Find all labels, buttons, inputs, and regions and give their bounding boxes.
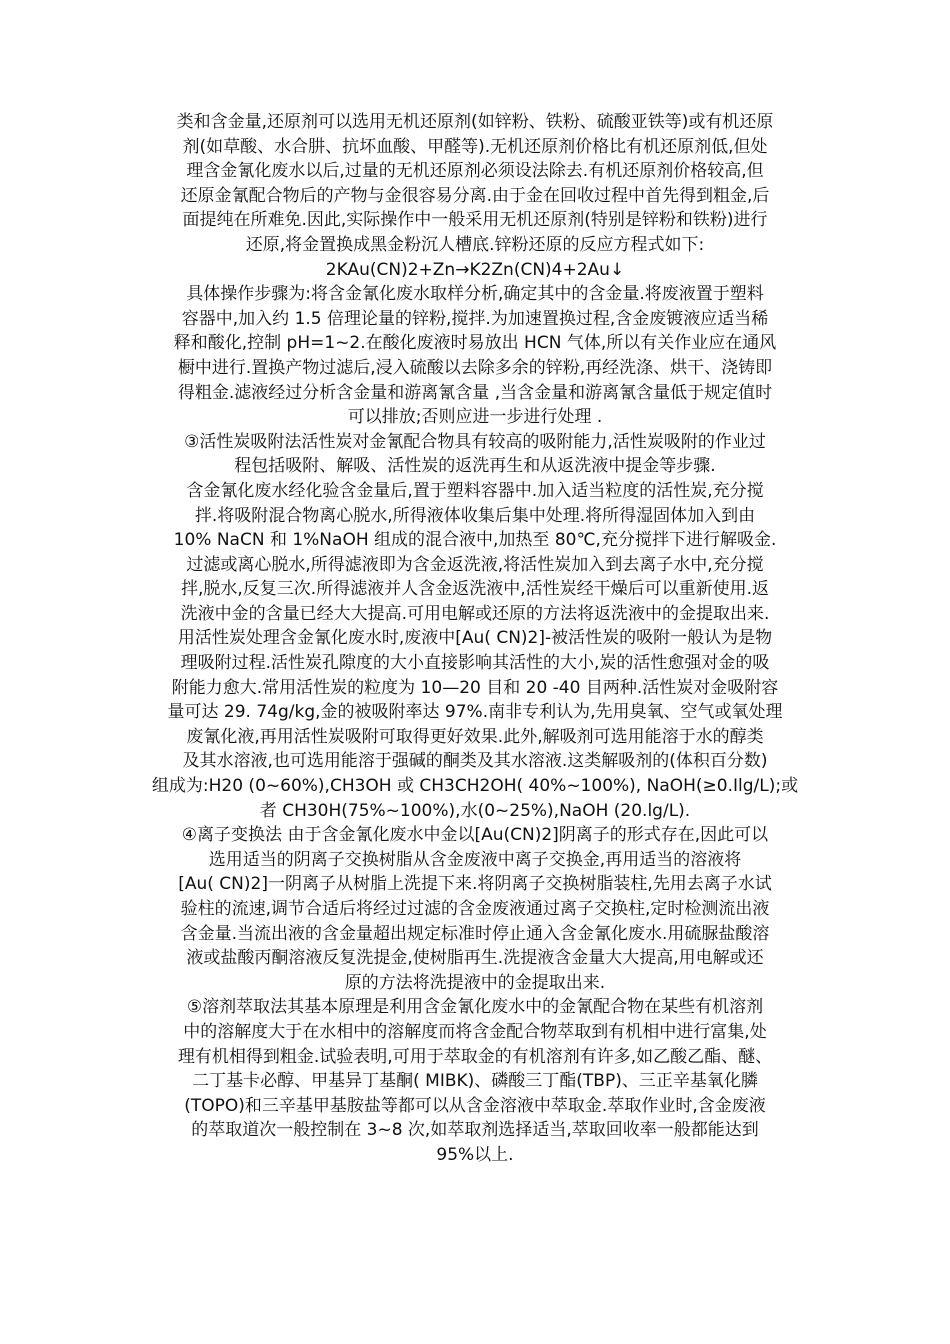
text-line: 程包括吸附、解吸、活性炭的返洗再生和从返洗液中提金等步骤.: [234, 456, 716, 477]
text-line: 得粗金.滤液经过分析含金量和游离氰含量 ,当含金量和游离氰含量低于规定值时: [177, 382, 773, 403]
section-heading-ion-exchange: ④离子变换法 由于含金氰化废水中金以[Au(CN)2]阴离子的形式存在,因此可以: [181, 825, 769, 846]
text-line: 用活性炭处理含金氰化废水时,废液中[Au( CN)2]-被活性炭的吸附一般认为是物: [177, 628, 773, 649]
text-line: 拌,脱水,反复三次.所得滤液并人含金返洗液中,活性炭经干燥后可以重新使用.返: [180, 579, 770, 600]
text-line: [Au( CN)2]一阴离子从树脂上洗提下来.将阴离子交换树脂装柱,先用去离子水试: [178, 874, 772, 895]
text-line: 橱中进行.置换产物过滤后,浸入硫酸以去除多余的锌粉,再经洗涤、烘干、浇铸即: [177, 357, 773, 378]
text-line: 具体操作步骤为:将含金氰化废水取样分析,确定其中的含金量.将废液置于塑料: [186, 284, 764, 305]
text-line: 验柱的流速,调节合适后将经过过滤的含金废液通过离子交换柱,定时检测流出液: [180, 899, 770, 919]
text-line: 二丁基卡必醇、甲基异丁基酮( MIBK)、磷酸三丁酯(TBP)、三正辛基氧化膦: [192, 1071, 758, 1092]
equation-line: 2KAu(CN)2+Zn→K2Zn(CN)4+2Au↓: [325, 259, 625, 280]
text-line: 还原,将金置换成黑金粉沉人槽底.锌粉还原的反应方程式如下:: [245, 234, 705, 255]
text-line: 原的方法将洗提液中的金提取出来.: [344, 972, 606, 993]
text-line: 可以排放;否则应进一步进行处理 .: [347, 407, 603, 428]
text-line: 中的溶解度大于在水相中的溶解度而将含金配合物萃取到有机相中进行富集,处: [183, 1021, 767, 1042]
text-line: 组成为:H20 (0~60%),CH3OH 或 CH3CH2OH( 40%~100%), NaOH(≥0.Ilg/L);或: [151, 776, 799, 797]
text-line: 容器中,加入约 1.5 倍理论量的锌粉,搅拌.为加速置换过程,含金废镀液应适当稀: [181, 308, 769, 329]
text-line: 理吸附过程.活性炭孔隙度的大小直接影响其活性的大小,炭的活性愈强对金的吸: [180, 653, 770, 674]
text-line: 10% NaCN 和 1%NaOH 组成的混合液中,加热至 80℃,充分搅拌下进行解吸金.: [173, 530, 777, 551]
text-line: 还原金氰配合物后的产物与金很容易分离.由于金在回收过程中首先得到粗金,后: [180, 185, 770, 206]
text-line: 理有机相得到粗金.试验表明,可用于萃取金的有机溶剂有许多,如乙酸乙酯、醚、: [177, 1046, 773, 1067]
text-line: 的萃取道次一般控制在 3~8 次,如萃取剂选择适当,萃取回收率一般都能达到: [191, 1120, 759, 1141]
text-line: 释和酸化,控制 pH=1~2.在酸化废液时易放出 HCN 气体,所以有关作业应在通风: [173, 333, 777, 354]
text-line: 液或盐酸丙酮溶液反复洗提金,使树脂再生.洗提液含金量大大提高,用电解或还: [186, 948, 764, 969]
text-line: 含金氰化废水经化验含金量后,置于塑料容器中.加入适当粒度的活性炭,充分搅: [186, 480, 764, 501]
section-heading-activated-carbon: ③活性炭吸附法活性炭对金氰配合物具有较高的吸附能力,活性炭吸附的作业过: [184, 431, 766, 452]
text-line: 拌.将吸附混合物离心脱水,所得液体收集后集中处理.将所得湿固体加入到由: [194, 505, 756, 526]
text-line: 含金量.当流出液的含金量超出规定标准时停止通入含金氰化废水.用硫脲盐酸溶: [180, 923, 770, 944]
text-line: 量可达 29. 74g/kg,金的被吸附率达 97%.南非专利认为,先用臭氧、空气或氧处理: [167, 702, 783, 723]
text-line: 理含金氰化废水以后,过量的无机还原剂必须设法除去.有机还原剂价格较高,但: [186, 161, 764, 182]
text-line: 者 CH30H(75%~100%),水(0~25%),NaOH (20.lg/L).: [259, 800, 691, 821]
text-line: 及其水溶液,也可选用能溶于强碱的酮类及其水溶液.这类解吸剂的(体积百分数): [182, 751, 768, 772]
text-line: (TOPO)和三辛基甲基胺盐等都可以从含金溶液中萃取金.萃取作业时,含金废液: [184, 1095, 766, 1116]
text-line: 剂(如草酸、水合肼、抗坏血酸、甲醛等).无机还原剂价格比有机还原剂低,但处: [182, 136, 768, 157]
section-heading-solvent-extraction: ⑤溶剂萃取法其基本原理是利用含金氰化废水中的金氰配合物在某些有机溶剂: [186, 997, 764, 1018]
text-line: 洗液中金的含量已经大大提高.可用电解或还原的方法将返洗液中的金提取出来.: [180, 603, 770, 624]
text-line: 选用适当的阴离子交换树脂从含金废液中离子交换金,再用适当的溶液将: [208, 849, 742, 870]
text-line: 附能力愈大.常用活性炭的粒度为 10—20 目和 20 -40 目两种.活性炭对金吸附容: [171, 677, 779, 698]
document-page: [140, 110, 810, 1168]
text-line: 类和含金量,还原剂可以选用无机还原剂(如锌粉、铁粉、硫酸亚铁等)或有机还原: [176, 112, 774, 132]
text-line: 废氰化液,再用活性炭吸附可取得更好效果.此外,解吸剂可选用能溶于水的醇类: [186, 726, 764, 747]
text-line: 过滤或离心脱水,所得滤液即为含金返洗液,将活性炭加入到去离子水中,充分搅: [186, 554, 764, 575]
text-line: 面提纯在所难免.因此,实际操作中一般采用无机还原剂(特别是锌粉和铁粉)进行: [182, 210, 768, 231]
text-line: 95%以上.: [436, 1144, 514, 1165]
